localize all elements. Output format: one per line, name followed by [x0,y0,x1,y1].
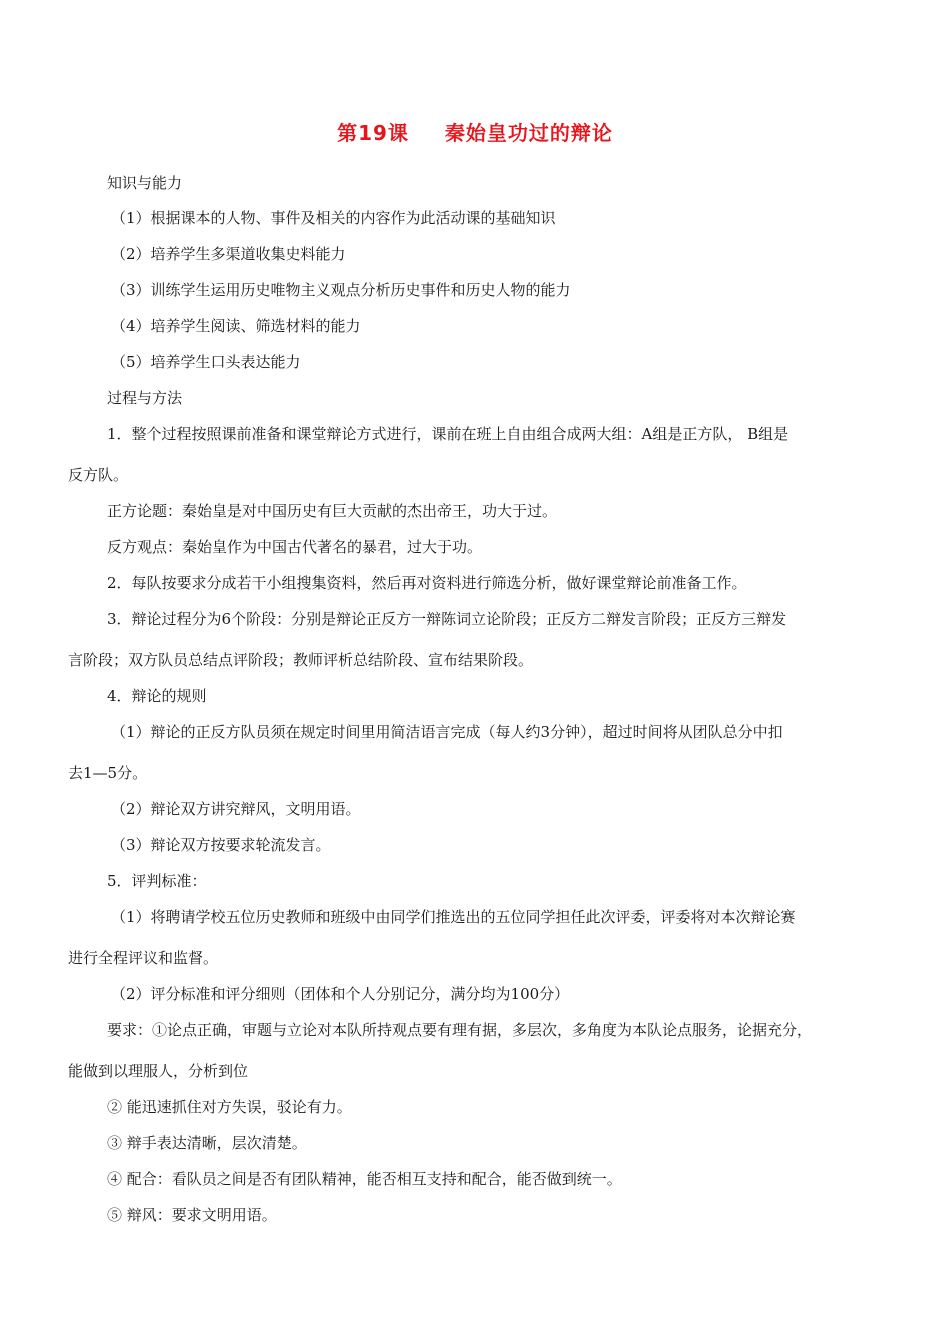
paragraph-1-line-1: 1．整个过程按照课前准备和课堂辩论方式进行，课前在班上自由组合成两大组：A组是正方队， B组是 [107,425,789,443]
rule-3: （3）辩论双方按要求轮流发言。 [111,836,331,854]
judge-1-line-2: 进行全程评议和监督。 [68,949,219,967]
section-heading-knowledge: 知识与能力 [107,174,183,192]
lesson-number: 第19课 [337,121,409,145]
paragraph-5: 5．评判标准： [107,872,207,890]
rule-1-line-1: （1）辩论的正反方队员须在规定时间里用简洁语言完成（每人约3分钟），超过时间将从团队总分中扣 [111,723,783,741]
judge-2: （2）评分标准和评分细则（团体和个人分别记分，满分均为100分） [111,985,570,1003]
page-title [0,117,950,146]
paragraph-4: 4．辩论的规则 [107,687,207,705]
paragraph-3-line-1: 3．辩论过程分为6个阶段：分别是辩论正反方一辩陈词立论阶段；正反方二辩发言阶段；正反方三辩发 [107,610,787,628]
judge-1-line-1: （1）将聘请学校五位历史教师和班级中由同学们推选出的五位同学担任此次评委，评委将对本次辩论赛 [111,908,796,926]
paragraph-1-line-2: 反方队。 [68,466,129,484]
knowledge-item: （4）培养学生阅读、筛选材料的能力 [111,317,361,335]
lesson-topic: 秦始皇功过的辩论 [444,121,613,145]
knowledge-item: （3）训练学生运用历史唯物主义观点分析历史事件和历史人物的能力 [111,281,571,299]
knowledge-item: （5）培养学生口头表达能力 [111,353,301,371]
requirement-1-line-2: 能做到以理服人，分析到位 [68,1062,249,1080]
paragraph-2: 2．每队按要求分成若干小组搜集资料，然后再对资料进行筛选分析，做好课堂辩论前准备工作。 [107,574,747,592]
rule-2: （2）辩论双方讲究辩风，文明用语。 [111,800,361,818]
requirement-3: ③ 辩手表达清晰，层次清楚。 [107,1134,307,1152]
knowledge-item: （2）培养学生多渠道收集史料能力 [111,245,346,263]
pro-topic: 正方论题：秦始皇是对中国历史有巨大贡献的杰出帝王，功大于过。 [107,502,558,520]
knowledge-item: （1）根据课本的人物、事件及相关的内容作为此活动课的基础知识 [111,209,556,227]
requirement-2: ② 能迅速抓住对方失误，驳论有力。 [107,1098,352,1116]
paragraph-3-line-2: 言阶段；双方队员总结点评阶段；教师评析总结阶段、宣布结果阶段。 [68,651,534,669]
requirement-4: ④ 配合：看队员之间是否有团队精神，能否相互支持和配合，能否做到统一。 [107,1170,622,1188]
rule-1-line-2: 去1—5分。 [68,764,148,782]
requirement-5: ⑤ 辩风：要求文明用语。 [107,1206,277,1224]
section-heading-process: 过程与方法 [107,389,183,407]
con-view: 反方观点：秦始皇作为中国古代著名的暴君，过大于功。 [107,538,483,556]
requirement-1-line-1: 要求：①论点正确，审题与立论对本队所持观点要有理有据，多层次，多角度为本队论点服务，论据充分， [107,1021,813,1039]
